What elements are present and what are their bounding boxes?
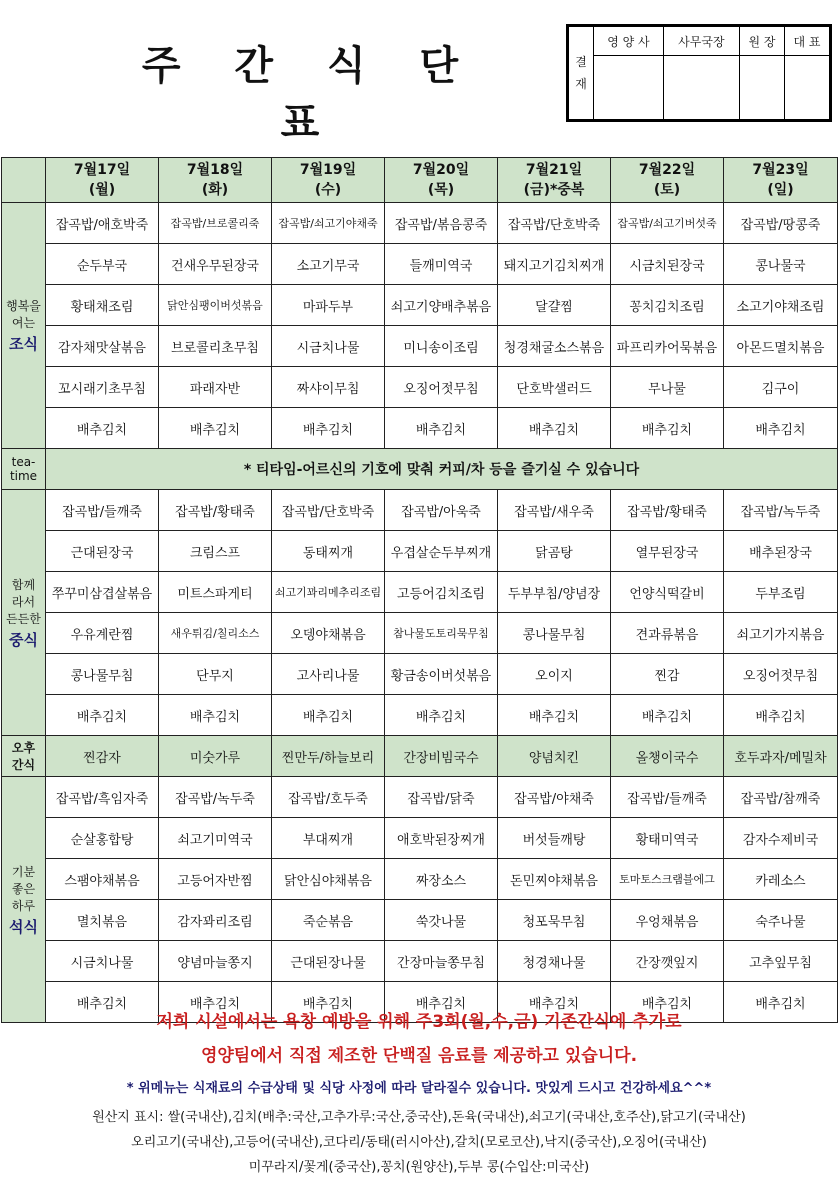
dinner-dish: 순살홍합탕 xyxy=(46,818,159,859)
dinner-dish: 감자꽈리조림 xyxy=(159,900,272,941)
lunch-dish: 잡곡밥/아욱죽 xyxy=(385,490,498,531)
breakfast-dish: 파프리카어묵볶음 xyxy=(611,326,724,367)
breakfast-dish: 잡곡밥/애호박죽 xyxy=(46,203,159,244)
date-header xyxy=(498,158,611,203)
lunch-dish: 배추김치 xyxy=(724,695,838,736)
dinner-dish: 애호박된장찌개 xyxy=(385,818,498,859)
date-header xyxy=(46,158,159,203)
breakfast-row xyxy=(2,203,838,244)
dinner-dish: 닭안심야채볶음 xyxy=(272,859,385,900)
dinner-dish: 잡곡밥/흑임자죽 xyxy=(46,777,159,818)
lunch-row xyxy=(2,490,838,531)
lunch-dish: 크림스프 xyxy=(159,531,272,572)
date-text: 7월22일 xyxy=(638,162,696,178)
breakfast-dish: 아몬드멸치볶음 xyxy=(724,326,838,367)
dinner-dish: 잡곡밥/녹두죽 xyxy=(159,777,272,818)
dinner-dish: 황태미역국 xyxy=(611,818,724,859)
lunch-row xyxy=(2,572,838,613)
lunch-dish: 두부조림 xyxy=(724,572,838,613)
dinner-dish: 청포묵무침 xyxy=(498,900,611,941)
dinner-dish: 짜장소스 xyxy=(385,859,498,900)
notice-red-line: 영양팀에서 직접 제조한 단백질 음료를 제공하고 있습니다. xyxy=(200,1046,638,1066)
lunch-label xyxy=(2,490,46,736)
dinner-dish: 청경채나물 xyxy=(498,941,611,982)
lunch-dish: 동태찌개 xyxy=(272,531,385,572)
date-header-row xyxy=(2,158,838,203)
breakfast-dish: 시금치나물 xyxy=(272,326,385,367)
dinner-dish: 배추김치 xyxy=(498,982,611,1023)
dinner-row xyxy=(2,777,838,818)
lunch-dish: 쇠고기가지볶음 xyxy=(724,613,838,654)
lunch-dish: 고등어김치조림 xyxy=(385,572,498,613)
breakfast-dish: 배추김치 xyxy=(611,408,724,449)
breakfast-dish: 잡곡밥/브로콜리죽 xyxy=(159,203,272,244)
dinner-dish: 간장깻잎지 xyxy=(611,941,724,982)
lunch-dish: 찐감 xyxy=(611,654,724,695)
dinner-dish: 배추김치 xyxy=(272,982,385,1023)
dinner-dish: 배추김치 xyxy=(159,982,272,1023)
dinner-dish: 간장마늘쫑무침 xyxy=(385,941,498,982)
dinner-dish: 양념마늘쫑지 xyxy=(159,941,272,982)
breakfast-row xyxy=(2,408,838,449)
lunch-dish: 우겹살순두부찌개 xyxy=(385,531,498,572)
lunch-dish: 우유계란찜 xyxy=(46,613,159,654)
breakfast-label xyxy=(2,203,46,449)
snack-item: 양념치킨 xyxy=(498,736,611,777)
approval-header: 원 장 xyxy=(739,27,784,56)
lunch-dish: 콩나물무침 xyxy=(46,654,159,695)
date-header xyxy=(159,158,272,203)
breakfast-dish: 잡곡밥/볶음콩죽 xyxy=(385,203,498,244)
lunch-dish: 잡곡밥/단호박죽 xyxy=(272,490,385,531)
breakfast-dish: 김구이 xyxy=(724,367,838,408)
breakfast-dish: 브로콜리초무침 xyxy=(159,326,272,367)
notice xyxy=(0,1005,838,1180)
lunch-dish: 잡곡밥/들깨죽 xyxy=(46,490,159,531)
dinner-dish: 토마토스크램블에그 xyxy=(611,859,724,900)
date-header xyxy=(724,158,838,203)
breakfast-dish: 닭안심팽이버섯볶음 xyxy=(159,285,272,326)
approval-side-label: 결 재 xyxy=(569,27,594,120)
dinner-dish: 멸치볶음 xyxy=(46,900,159,941)
lunch-dish: 단무지 xyxy=(159,654,272,695)
date-text: 7월20일 xyxy=(412,162,470,178)
lunch-dish: 오징어젓무침 xyxy=(724,654,838,695)
weekly-menu-table xyxy=(1,157,838,1023)
dinner-dish: 스팸야채볶음 xyxy=(46,859,159,900)
breakfast-dish: 단호박샐러드 xyxy=(498,367,611,408)
corner-cell xyxy=(2,158,46,203)
breakfast-dish: 청경채굴소스볶음 xyxy=(498,326,611,367)
date-text: 7월19일 xyxy=(299,162,357,178)
snack-label: 오후 간식 xyxy=(2,736,46,777)
date-text: 7월18일 xyxy=(186,162,244,178)
lunch-dish: 잡곡밥/황태죽 xyxy=(611,490,724,531)
lunch-dish: 배추김치 xyxy=(611,695,724,736)
breakfast-dish: 돼지고기김치찌개 xyxy=(498,244,611,285)
dinner-dish: 고등어자반찜 xyxy=(159,859,272,900)
breakfast-dish: 배추김치 xyxy=(498,408,611,449)
snack-row xyxy=(2,736,838,777)
dinner-row xyxy=(2,941,838,982)
day-text: (수) xyxy=(314,182,342,198)
breakfast-dish: 소고기야채조림 xyxy=(724,285,838,326)
breakfast-dish: 시금치된장국 xyxy=(611,244,724,285)
date-header xyxy=(385,158,498,203)
breakfast-dish: 순두부국 xyxy=(46,244,159,285)
dinner-dish: 잡곡밥/야채죽 xyxy=(498,777,611,818)
breakfast-row xyxy=(2,367,838,408)
lunch-dish: 배추김치 xyxy=(272,695,385,736)
dinner-dish: 배추김치 xyxy=(611,982,724,1023)
day-text: (화) xyxy=(201,182,229,198)
day-text: (일) xyxy=(767,182,794,198)
approval-header: 사무국장 xyxy=(663,27,739,56)
date-text: 7월21일 xyxy=(525,162,583,178)
dinner-label-main: 석식 xyxy=(9,917,38,936)
breakfast-dish: 꽁치김치조림 xyxy=(611,285,724,326)
approval-header: 영 양 사 xyxy=(594,27,664,56)
breakfast-dish: 잡곡밥/땅콩죽 xyxy=(724,203,838,244)
dinner-row xyxy=(2,818,838,859)
snack-item: 간장비빔국수 xyxy=(385,736,498,777)
breakfast-dish: 감자채맛살볶음 xyxy=(46,326,159,367)
dinner-dish: 쇠고기미역국 xyxy=(159,818,272,859)
dinner-dish: 버섯들깨탕 xyxy=(498,818,611,859)
dinner-dish: 죽순볶음 xyxy=(272,900,385,941)
breakfast-row xyxy=(2,285,838,326)
dinner-dish: 잡곡밥/호두죽 xyxy=(272,777,385,818)
lunch-dish: 콩나물무침 xyxy=(498,613,611,654)
lunch-label-main: 중식 xyxy=(9,630,38,649)
lunch-dish: 잡곡밥/녹두죽 xyxy=(724,490,838,531)
notice-blue-line: * 위메뉴는 식재료의 수급상태 및 식당 사정에 따라 달라질수 있습니다. 맛있게 드시고 건강하세요^^* xyxy=(126,1081,712,1096)
day-text: (목) xyxy=(427,182,455,198)
dinner-row xyxy=(2,900,838,941)
breakfast-dish: 달걀찜 xyxy=(498,285,611,326)
dinner-dish: 쑥갓나물 xyxy=(385,900,498,941)
day-text: (금)*중복 xyxy=(523,182,585,198)
lunch-dish: 근대된장국 xyxy=(46,531,159,572)
snack-item: 호두과자/메밀차 xyxy=(724,736,838,777)
breakfast-dish: 꼬시래기초무침 xyxy=(46,367,159,408)
breakfast-dish: 배추김치 xyxy=(385,408,498,449)
breakfast-dish: 배추김치 xyxy=(272,408,385,449)
dinner-dish: 숙주나물 xyxy=(724,900,838,941)
dinner-dish: 근대된장나물 xyxy=(272,941,385,982)
breakfast-dish: 마파두부 xyxy=(272,285,385,326)
snack-item: 올챙이국수 xyxy=(611,736,724,777)
breakfast-dish: 황태채조림 xyxy=(46,285,159,326)
breakfast-dish: 미니송이조림 xyxy=(385,326,498,367)
breakfast-dish: 배추김치 xyxy=(159,408,272,449)
breakfast-dish: 파래자반 xyxy=(159,367,272,408)
dinner-dish: 고추잎무침 xyxy=(724,941,838,982)
origin-line: 원산지 표시: 쌀(국내산),김치(배추:국산,고추가루:국산,중국산),돈육(국내산),쇠고기(국내산,호주산),닭고기(국내산) xyxy=(92,1110,746,1125)
dinner-dish: 잡곡밥/참깨죽 xyxy=(724,777,838,818)
date-header xyxy=(611,158,724,203)
dinner-dish: 부대찌개 xyxy=(272,818,385,859)
lunch-dish: 미트스파게티 xyxy=(159,572,272,613)
approval-sign-cell[interactable] xyxy=(594,56,664,120)
dinner-label-top: 기분 좋은 하루 xyxy=(11,864,36,913)
lunch-dish: 견과류볶음 xyxy=(611,613,724,654)
lunch-dish: 오뎅야채볶음 xyxy=(272,613,385,654)
breakfast-dish: 잡곡밥/쇠고기야채죽 xyxy=(272,203,385,244)
lunch-row xyxy=(2,695,838,736)
approval-sign-cell[interactable] xyxy=(663,56,739,120)
date-text: 7월17일 xyxy=(73,162,131,178)
lunch-dish: 두부부침/양념장 xyxy=(498,572,611,613)
lunch-dish: 배추김치 xyxy=(159,695,272,736)
dinner-dish: 우엉채볶음 xyxy=(611,900,724,941)
dinner-dish: 감자수제비국 xyxy=(724,818,838,859)
dinner-dish: 배추김치 xyxy=(724,982,838,1023)
lunch-dish: 배추김치 xyxy=(498,695,611,736)
breakfast-dish: 건새우무된장국 xyxy=(159,244,272,285)
lunch-dish: 열무된장국 xyxy=(611,531,724,572)
lunch-dish: 참나물도토리묵무침 xyxy=(385,613,498,654)
breakfast-dish: 들깨미역국 xyxy=(385,244,498,285)
breakfast-dish: 오징어젓무침 xyxy=(385,367,498,408)
lunch-dish: 쇠고기꽈리메추리조림 xyxy=(272,572,385,613)
breakfast-label-main: 조식 xyxy=(9,335,38,353)
dinner-dish: 배추김치 xyxy=(46,982,159,1023)
dinner-dish: 시금치나물 xyxy=(46,941,159,982)
breakfast-dish: 소고기무국 xyxy=(272,244,385,285)
breakfast-label-top: 행복을 여는 xyxy=(6,299,41,330)
lunch-dish: 배추김치 xyxy=(385,695,498,736)
tea-time-text: * 티타임-어르신의 기호에 맞춰 커피/차 등을 즐기실 수 있습니다 xyxy=(46,449,838,490)
lunch-dish: 오이지 xyxy=(498,654,611,695)
breakfast-dish: 쇠고기양배추볶음 xyxy=(385,285,498,326)
breakfast-dish: 무나물 xyxy=(611,367,724,408)
dinner-dish: 잡곡밥/닭죽 xyxy=(385,777,498,818)
breakfast-dish: 잡곡밥/쇠고기버섯죽 xyxy=(611,203,724,244)
dinner-label xyxy=(2,777,46,1023)
breakfast-dish: 콩나물국 xyxy=(724,244,838,285)
origin-line: 오리고기(국내산),고등어(국내산),코다리/동태(러시아산),갈치(모로코산),낙지(중국산),오징어(국내산) xyxy=(131,1135,707,1150)
approval-sign-cell[interactable] xyxy=(784,56,829,120)
breakfast-dish: 배추김치 xyxy=(724,408,838,449)
snack-item: 찐감자 xyxy=(46,736,159,777)
breakfast-row xyxy=(2,244,838,285)
lunch-dish: 배추된장국 xyxy=(724,531,838,572)
lunch-dish: 언양식떡갈비 xyxy=(611,572,724,613)
lunch-dish: 황금송이버섯볶음 xyxy=(385,654,498,695)
snack-item: 미숫가루 xyxy=(159,736,272,777)
day-text: (토) xyxy=(653,182,681,198)
dinner-dish: 돈민찌야채볶음 xyxy=(498,859,611,900)
date-text: 7월23일 xyxy=(752,162,809,178)
breakfast-dish: 짜샤이무침 xyxy=(272,367,385,408)
tea-time-row xyxy=(2,449,838,490)
lunch-dish: 새우튀김/칠리소스 xyxy=(159,613,272,654)
approval-sign-cell[interactable] xyxy=(739,56,784,120)
lunch-label-top: 함께 라서 든든한 xyxy=(6,577,41,626)
tea-time-label: tea- time xyxy=(2,449,46,490)
lunch-dish: 쭈꾸미삼겹살볶음 xyxy=(46,572,159,613)
lunch-row xyxy=(2,654,838,695)
breakfast-dish: 잡곡밥/단호박죽 xyxy=(498,203,611,244)
page-title: 주 간 식 단 표 xyxy=(141,43,479,146)
notice-red-line: 저희 시설에서는 욕창 예방을 위해 주3회(월,수,금) 기존간식에 추가로 xyxy=(156,1012,682,1032)
dinner-row xyxy=(2,859,838,900)
lunch-row xyxy=(2,531,838,572)
day-text: (월) xyxy=(88,182,116,198)
lunch-dish: 잡곡밥/새우죽 xyxy=(498,490,611,531)
lunch-dish: 배추김치 xyxy=(46,695,159,736)
lunch-dish: 닭곰탕 xyxy=(498,531,611,572)
approval-header: 대 표 xyxy=(784,27,829,56)
snack-item: 찐만두/하늘보리 xyxy=(272,736,385,777)
origin-line: 미꾸라지/꽃게(중국산),꽁치(원양산),두부 콩(수입산:미국산) xyxy=(248,1160,590,1175)
dinner-dish: 카레소스 xyxy=(724,859,838,900)
dinner-dish: 잡곡밥/들깨죽 xyxy=(611,777,724,818)
lunch-dish: 고사리나물 xyxy=(272,654,385,695)
approval-box xyxy=(566,24,832,122)
breakfast-row xyxy=(2,326,838,367)
dinner-dish: 배추김치 xyxy=(385,982,498,1023)
breakfast-dish: 배추김치 xyxy=(46,408,159,449)
lunch-row xyxy=(2,613,838,654)
date-header xyxy=(272,158,385,203)
lunch-dish: 잡곡밥/황태죽 xyxy=(159,490,272,531)
